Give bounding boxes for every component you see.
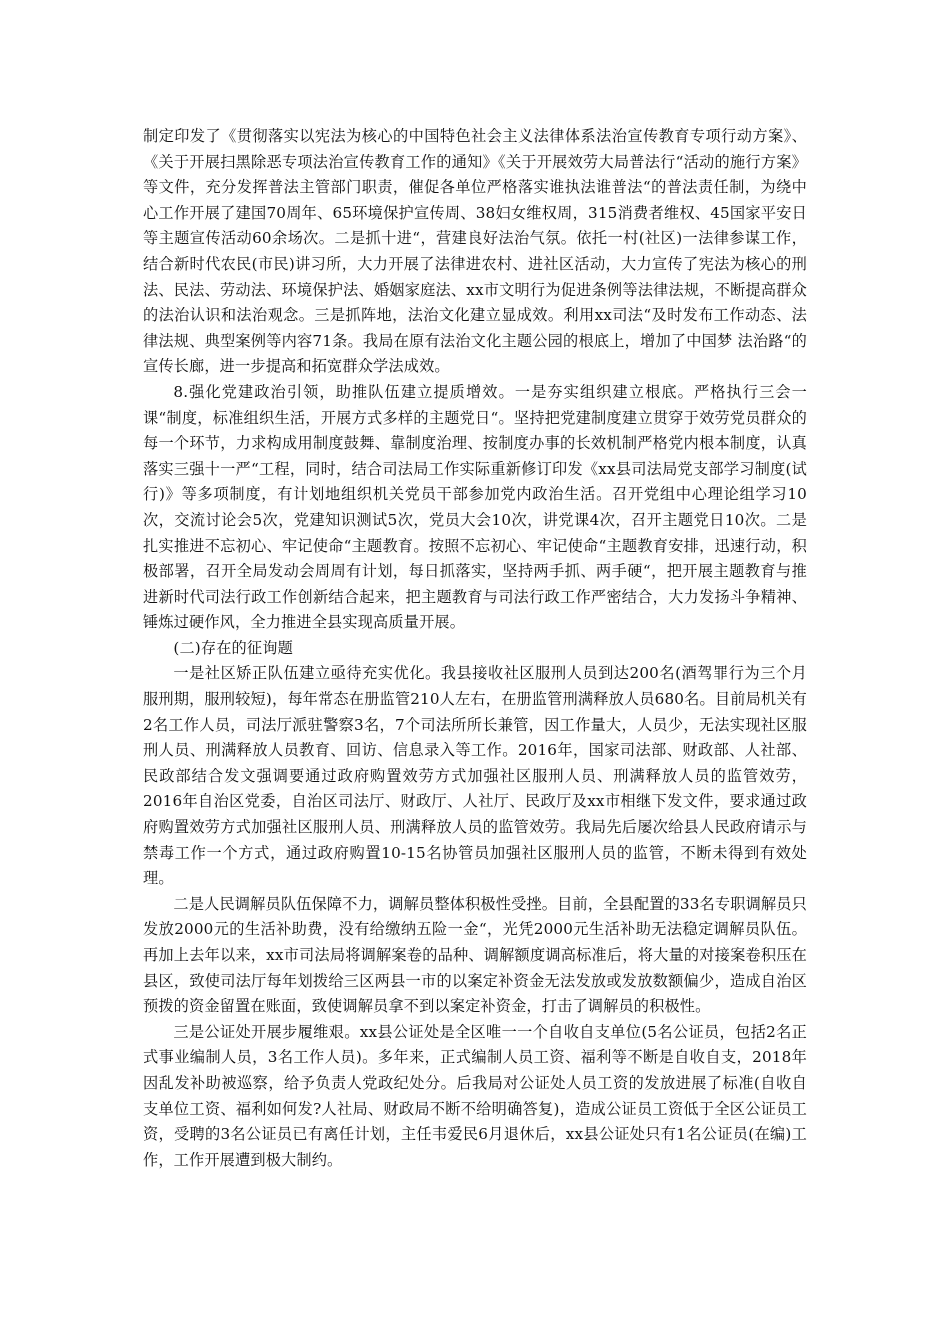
paragraph-2: 8.强化党建政治引领，助推队伍建立提质增效。一是夯实组织建立根底。严格执行三会一课“制度，标准组织生活，开展方式多样的主题党日“。坚持把党建制度建立贯穿于效劳党员群众的每一个环节，力求构成用制度鼓舞、靠制度治理、按制度办事的长效机制严格党内根本制度，认真落实三强十一严“工程，同时，结合司法局工作实际重新修订印发《xx县司法局党支部学习制度(试行)》等多项制度，有计划地组织机关党员干部参加党内政治生活。召开党组中心理论组学习10次，交流讨论会5次，党建知识测试5次，党员大会10次，讲党课4次，召开主题党日10次。二是扎实推进不忘初心、牢记使命“主题教育。按照不忘初心、牢记使命“主题教育安排，迅速行动，积极部署，召开全局发动会周周有计划，每日抓落实，坚持两手抓、两手硬“，把开展主题教育与推进新时代司法行政工作创新结合起来，把主题教育与司法行政工作严密结合，大力发扬斗争精神、锤炼过硬作风，全力推进全县实现高质量开展。	[143, 382, 807, 632]
paragraph-3: 一是社区矫正队伍建立亟待充实优化。我县接收社区服刑人员到达200名(酒驾罪行为三个月服刑期，服刑较短)，每年常态在册监管210人左右，在册监管刑满释放人员680名。目前局机关有2名工作人员，司法厅派驻警察3名，7个司法所所长兼管，因工作量大，人员少，无法实现社区服刑人员、刑满释放人员教育、回访、信息录入等工作。2016年，国家司法部、财政部、人社部、民政部结合发文强调要通过政府购置效劳方式加强社区服刑人员、刑满释放人员的监管效劳，2016年自治区党委，自治区司法厅、财政厅、人社厅、民政厅及xx市相继下发文件，要求通过政府购置效劳方式加强社区服刑人员、刑满释放人员的监管效劳。我局先后屡次给县人民政府请示与禁毒工作一个方式，通过政府购置10-15名协管员加强社区服刑人员的监管，不断未得到有效处理。	[143, 664, 807, 888]
paragraph-4: 二是人民调解员队伍保障不力，调解员整体积极性受挫。目前，全县配置的33名专职调解员只发放2000元的生活补助费，没有给缴纳五险一金“，光凭2000元生活补助无法稳定调解员队伍。再加上去年以来，xx市司法局将调解案卷的品种、调解额度调高标准后，将大量的对接案卷积压在县区，致使司法厅每年划拨给三区两县一市的以案定补资金无法发放或发放数额偏少，造成自治区预拨的资金留置在账面，致使调解员拿不到以案定补资金，打击了调解员的积极性。	[143, 894, 807, 1016]
paragraph-1: 制定印发了《贯彻落实以宪法为核心的中国特色社会主义法律体系法治宣传教育专项行动方案》、《关于开展扫黑除恶专项法治宣传教育工作的通知》《关于开展效劳大局普法行“活动的施行方案》等文件，充分发挥普法主管部门职责，催促各单位严格落实谁执法谁普法“的普法责任制，为绕中心工作开展了建国70周年、65环境保护宣传周、38妇女维权周，315消费者维权、45国家平安日等主题宣传活动60余场次。二是抓十进“，营建良好法治气氛。依托一村(社区)一法律参谋工作，结合新时代农民(市民)讲习所，大力开展了法律进农村、进社区活动，大力宣传了宪法为核心的刑法、民法、劳动法、环境保护法、婚姻家庭法、xx市文明行为促进条例等法律法规，不断提高群众的法治认识和法治观念。三是抓阵地，法治文化建立显成效。利用xx司法“及时发布工作动态、法律法规、典型案例等内容71条。我局在原有法治文化主题公园的根底上，增加了中国梦 法治路“的宣传长廊，进一步提高和拓宽群众学法成效。	[143, 127, 807, 376]
document-body	[143, 124, 807, 1173]
section-heading: (二)存在的征询题	[173, 638, 293, 657]
paragraph-5: 三是公证处开展步履维艰。xx县公证处是全区唯一一个自收自支单位(5名公证员，包括2名正式事业编制人员，3名工作人员)。多年来，正式编制人员工资、福利等不断是自收自支，2018年因乱发补助被巡察，给予负责人党政纪处分。后我局对公证处人员工资的发放进展了标准(自收自支单位工资、福利如何发?人社局、财政局不断不给明确答复)，造成公证员工资低于全区公证员工资，受聘的3名公证员已有离任计划，主任韦爱民6月退休后，xx县公证处只有1名公证员(在编)工作，工作开展遭到极大制约。	[143, 1022, 807, 1169]
